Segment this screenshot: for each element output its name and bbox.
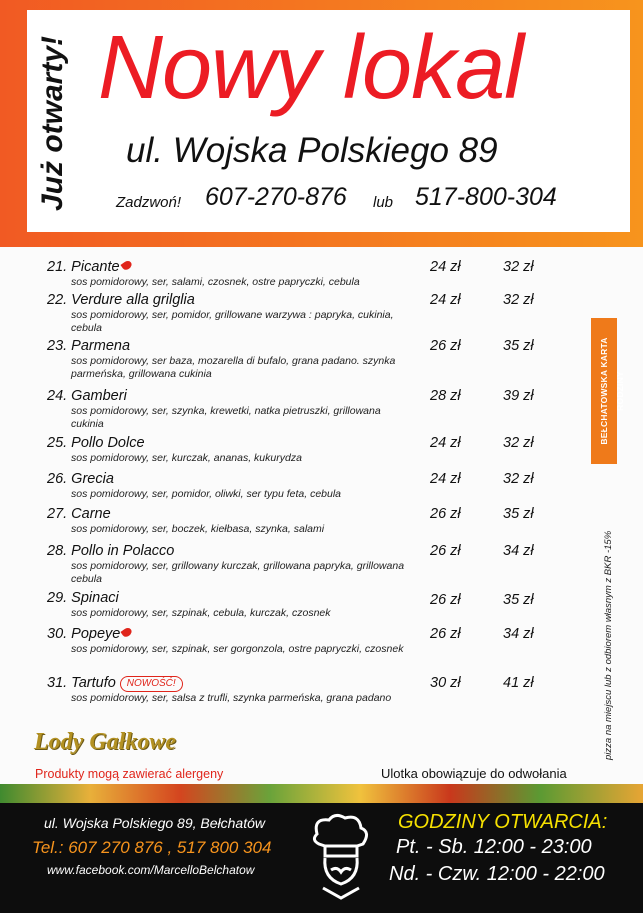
price-large: 39 zł: [503, 388, 534, 404]
item-description: sos pomidorowy, ser, pomidor, grillowane warzywa : papryka, cukinia, cebula: [71, 309, 394, 334]
menu-item: [47, 590, 587, 620]
menu-item: [47, 292, 587, 334]
item-name: 31. Tartufo: [47, 675, 116, 691]
menu-item: [47, 675, 587, 705]
item-description: sos pomidorowy, ser, szpinak, ser gorgonzola, ostre papryczki, czosnek: [71, 643, 404, 655]
page-title: Nowy lokal: [98, 18, 524, 118]
item-description: sos pomidorowy, ser, grillowany kurczak, grillowana papryka, grillowana cebula: [71, 560, 405, 585]
or-label: lub: [373, 194, 394, 211]
menu-item: [47, 388, 587, 430]
menu-item: [47, 626, 587, 656]
item-description: sos pomidorowy, ser, szynka, krewetki, natka pietruszki, grillowana cukinia: [71, 405, 381, 430]
item-description: sos pomidorowy, ser, salsa z trufli, szynka parmeńska, grana padano: [71, 692, 392, 704]
item-name: 26. Grecia: [47, 471, 114, 487]
item-description: sos pomidorowy, ser, boczek, kiełbasa, szynka, salami: [71, 523, 325, 535]
item-description: sos pomidorowy, ser, kurczak, ananas, kukurydza: [71, 452, 302, 464]
header-address: ul. Wojska Polskiego 89: [126, 131, 498, 170]
item-name: 30. Popeye: [47, 626, 121, 642]
item-name: 21. Picante: [47, 259, 120, 275]
price-large: 35 zł: [503, 506, 534, 522]
menu-item: [47, 435, 587, 465]
price-large: 32 zł: [503, 471, 534, 487]
hours-fri-sat: Pt. - Sb. 12:00 - 23:00: [396, 836, 592, 858]
price-large: 32 zł: [503, 259, 534, 275]
pickup-discount-note: pizza na miejscu lub z odbiorem własnym z BKR -15%: [603, 530, 614, 760]
menu-item: [47, 259, 587, 289]
price-small: 26 zł: [430, 506, 461, 522]
validity-note: Ulotka obowiązuje do odwołania: [381, 766, 567, 781]
ice-cream-heading: Lody Gałkowe: [34, 729, 176, 755]
price-large: 32 zł: [503, 292, 534, 308]
phone-number-1[interactable]: 607-270-876: [205, 183, 347, 211]
header-phones: [110, 183, 610, 219]
price-small: 24 zł: [430, 471, 461, 487]
item-name: 22. Verdure alla grilglia: [47, 292, 195, 308]
price-small: 24 zł: [430, 435, 461, 451]
menu-item: [47, 543, 587, 585]
menu-item: [47, 506, 587, 536]
item-description: sos pomidorowy, ser, salami, czosnek, ostre papryczki, cebula: [71, 276, 360, 288]
item-description: sos pomidorowy, ser baza, mozarella di bufalo, grana padano. szynka parmeńska, grillowana cukinia: [71, 355, 396, 380]
chef-logo-icon: [305, 812, 377, 902]
price-small: 26 zł: [430, 626, 461, 642]
item-name: 24. Gamberi: [47, 388, 127, 404]
hours-sun-thu: Nd. - Czw. 12:00 - 22:00: [389, 863, 605, 885]
item-description: sos pomidorowy, ser, pomidor, oliwki, ser typu feta, cebula: [71, 488, 342, 500]
price-large: 34 zł: [503, 543, 534, 559]
item-name: 25. Pollo Dolce: [47, 435, 145, 451]
call-label: Zadzwoń!: [116, 194, 182, 211]
item-name: 23. Parmena: [47, 338, 131, 354]
facebook-link[interactable]: www.facebook.com/MarcelloBelchatow: [47, 863, 255, 877]
item-description: sos pomidorowy, ser, szpinak, cebula, kurczak, czosnek: [71, 607, 331, 619]
item-name: 27. Carne: [47, 506, 111, 522]
price-small: 26 zł: [430, 338, 461, 354]
price-large: 35 zł: [503, 338, 534, 354]
price-small: 28 zł: [430, 388, 461, 404]
price-large: 34 zł: [503, 626, 534, 642]
price-small: 30 zł: [430, 675, 461, 691]
menu-item: [47, 338, 587, 380]
footer-phones[interactable]: Tel.: 607 270 876 , 517 800 304: [32, 838, 272, 857]
price-small: 24 zł: [430, 259, 461, 275]
item-name: 29. Spinaci: [47, 590, 119, 606]
price-small: 26 zł: [430, 592, 461, 608]
price-large: 41 zł: [503, 675, 534, 691]
family-card-label: BEŁCHATOWSKA KARTA RODZINY: [599, 337, 625, 445]
price-large: 35 zł: [503, 592, 534, 608]
price-small: 26 zł: [430, 543, 461, 559]
chili-icon: [121, 626, 134, 638]
opening-tagline: Już otwarty!: [36, 35, 69, 212]
price-small: 24 zł: [430, 292, 461, 308]
footer-address: ul. Wojska Polskiego 89, Bełchatów: [44, 815, 265, 831]
chili-icon: [120, 259, 133, 271]
opening-hours-title: GODZINY OTWARCIA:: [398, 811, 608, 833]
item-name: 28. Pollo in Polacco: [47, 543, 175, 559]
price-large: 32 zł: [503, 435, 534, 451]
allergen-note: Produkty mogą zawierać alergeny: [35, 767, 224, 781]
new-badge: NOWOŚĆ!: [120, 676, 183, 692]
menu-item: [47, 471, 587, 501]
phone-number-2[interactable]: 517-800-304: [415, 183, 557, 211]
